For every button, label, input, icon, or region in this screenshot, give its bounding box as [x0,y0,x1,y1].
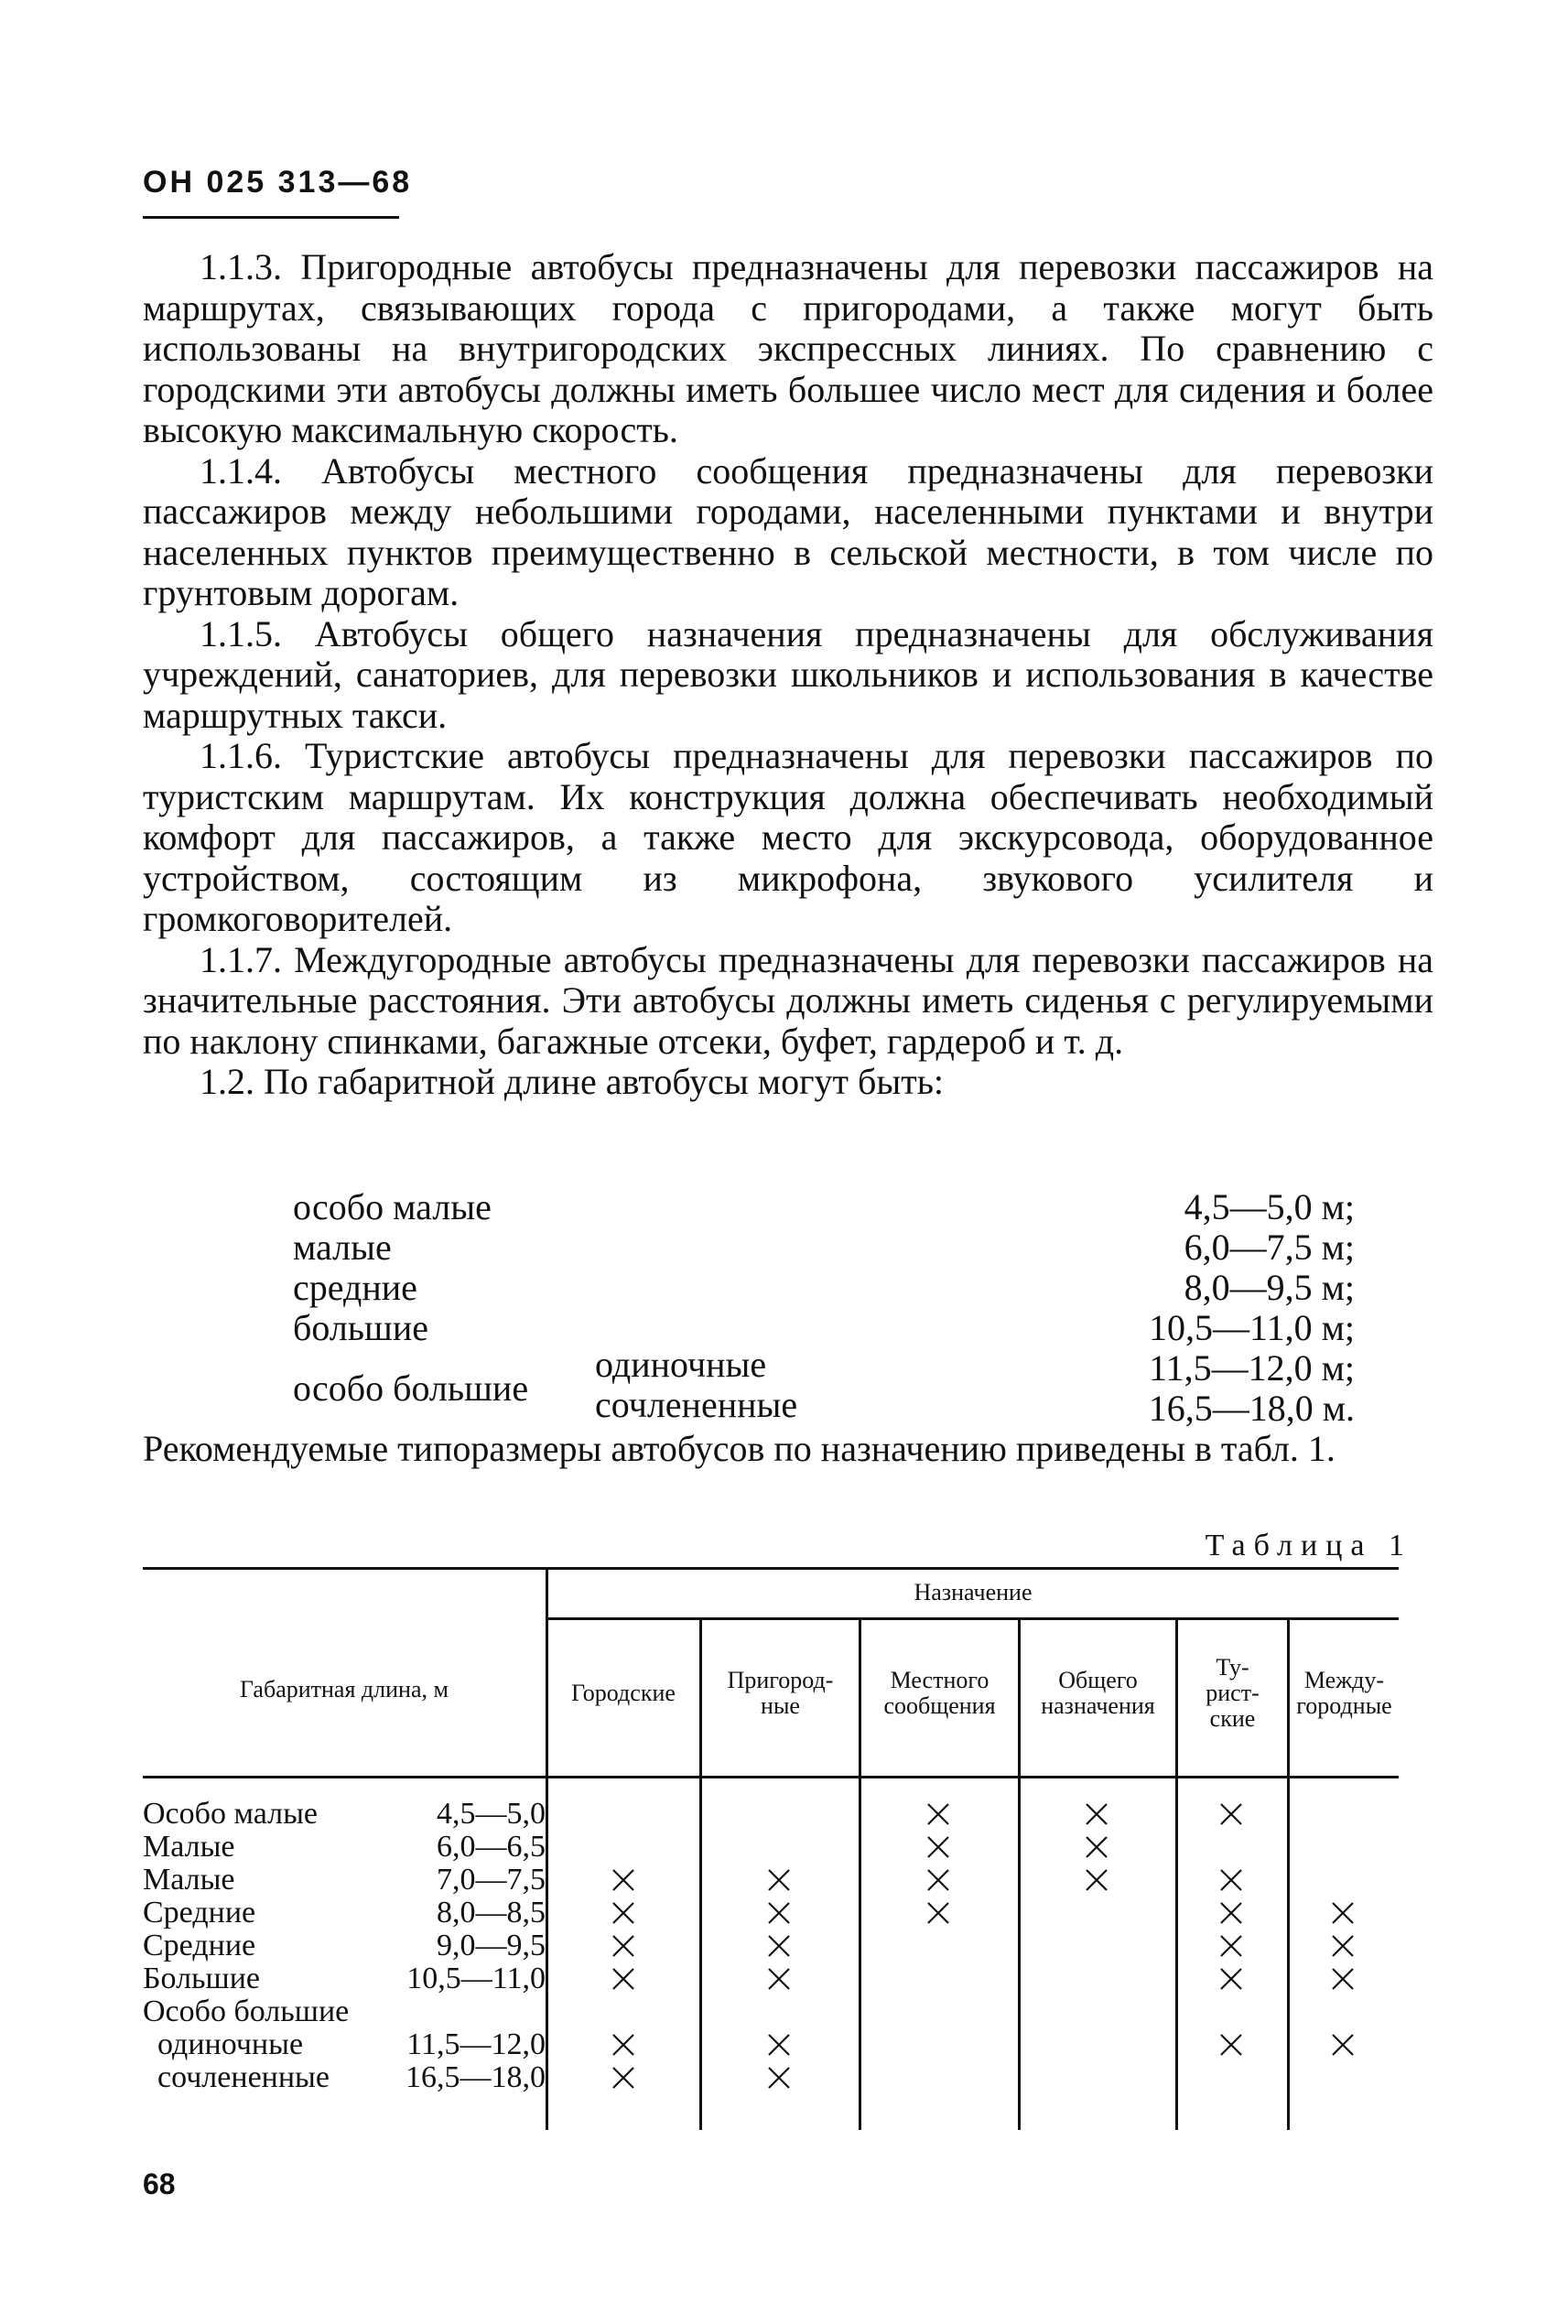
row-name: одиночные [157,2027,304,2061]
cross-mark [1217,1932,1245,1960]
size-sublabel: сочлененные [595,1384,798,1425]
size-value: 8,0—9,5 м; [1184,1267,1355,1308]
size-value: 6,0—7,5 м; [1184,1227,1355,1268]
paragraph-1-1-5: 1.1.5. Автобусы общего назначения предназначены для обслуживания учреждений, санаториев, для перевозки школьников и использования в качестве маршрутных такси. [143,612,1433,736]
cross-mark [765,1965,793,1993]
size-row-single [293,1346,1355,1387]
column-header: Местного сообщения [883,1667,996,1719]
cross-mark [610,1899,637,1927]
table-divider [546,1567,548,2130]
size-value: 11,5—12,0 м; [1149,1347,1355,1389]
cross-mark [610,1932,637,1960]
table-row [143,2061,546,2094]
table-row [143,1897,546,1929]
size-sublabel: одиночные [595,1344,767,1385]
recommend-paragraph: Рекомендуемые типоразмеры автобусов по назначению приведены в табл. 1. [143,1428,1336,1469]
size-label: большие [293,1307,428,1348]
table-header-rule [143,1776,1399,1778]
size-row [293,1185,1355,1226]
paragraph-1-1-6: 1.1.6. Туристские автобусы предназначены для перевозки пассажиров по туристским маршрутам. Их конструкция должна обеспечивать необходимый комфорт для пассажиров, а также место для экскурсовода, оборудованное устройством, состоящим из микрофона, звукового усилителя и громкоговорителей. [143,735,1433,939]
page-number: 68 [143,2167,176,2200]
paragraph-1-2: 1.2. По габаритной длине автобусы могут быть: [200,1061,945,1102]
size-row [293,1266,1355,1306]
paragraph-1-1-3: 1.1.3. Пригородные автобусы предназначены для перевозки пассажиров на маршрутах, связывающих города с пригородами, а также могут быть использованы на внутригородских экспрессных линиях. По сравнению с городскими эти автобусы должны иметь большее число мест для сидения и более высокую максимальную скорость. [143,246,1433,450]
cross-mark [1083,1866,1110,1894]
cross-mark [1329,1899,1357,1927]
table-1 [143,1567,1399,2130]
cross-mark [765,1932,793,1960]
size-value: 10,5—11,0 м; [1149,1307,1355,1348]
size-label: особо большие [293,1367,529,1409]
recommend-text [143,1429,1433,1470]
column-header: Пригород- ные [727,1667,834,1719]
cross-mark [765,1899,793,1927]
cross-mark [610,1965,637,1993]
cross-mark [1083,1833,1110,1861]
column-header: Между- городные [1296,1667,1392,1719]
cross-mark [1217,1866,1245,1894]
body-text [143,247,1433,1103]
row-range: 11,5—12,0 [406,2027,546,2061]
table-row [143,1929,546,1962]
size-label: малые [293,1227,392,1268]
size-row [293,1226,1355,1266]
row-name: Большие [143,1962,261,1995]
table-row [143,1798,546,1831]
column-header: Городские [571,1680,676,1706]
cross-mark [1217,1800,1245,1828]
row-name: сочлененные [157,2060,330,2094]
cross-mark [610,2031,637,2059]
table-row [143,2028,546,2061]
cross-mark [1083,1800,1110,1828]
cross-mark [765,2064,793,2092]
table-row [143,1864,546,1897]
cross-mark [925,1800,952,1828]
cross-mark [1329,2031,1357,2059]
column-header-length: Габаритная длина, м [240,1676,449,1702]
cross-mark [610,1866,637,1894]
size-label: особо малые [293,1186,492,1227]
document-code: ОН 025 313—68 [143,165,413,200]
size-value: 16,5—18,0 м. [1148,1388,1355,1429]
table-group-rule [547,1617,1399,1620]
cross-mark [1217,1965,1245,1993]
size-row-articulated [293,1384,1355,1429]
table-top-rule [143,1567,1399,1570]
cross-mark [925,1899,952,1927]
row-name: Особо большие [143,1994,350,2028]
cross-mark [1329,1932,1357,1960]
row-range: 16,5—18,0 [406,2060,546,2094]
column-header: Ту- рист- ские [1206,1654,1260,1732]
row-name: Средние [143,1896,256,1929]
header-rule [143,216,399,219]
size-label: средние [293,1267,417,1308]
row-range: 10,5—11,0 [406,1962,546,1995]
group-header: Назначение [914,1579,1033,1605]
cross-mark [765,2031,793,2059]
row-name: Средние [143,1929,256,1962]
row-range: 7,0—7,5 [437,1863,546,1897]
table-caption: Таблица 1 [1205,1529,1412,1562]
paragraph-1-1-4: 1.1.4. Автобусы местного сообщения предназначены для перевозки пассажиров между небольшими городами, населенными пунктами и внутри населенных пунктов преимущественно в сельской местности, в том числе по грунтовым дорогам. [143,449,1433,613]
row-range: 4,5—5,0 [437,1797,546,1831]
cross-mark [1329,1965,1357,1993]
cross-mark [1217,2031,1245,2059]
table-row [143,1995,546,2028]
size-row [293,1306,1355,1346]
column-header: Общего назначения [1041,1667,1155,1719]
row-name: Малые [143,1863,235,1897]
cross-mark [925,1833,952,1861]
row-range: 6,0—6,5 [437,1830,546,1864]
table-row [143,1962,546,1995]
size-value: 4,5—5,0 м; [1184,1186,1355,1227]
row-range: 9,0—9,5 [437,1929,546,1962]
row-name: Особо малые [143,1797,319,1831]
cross-mark [610,2064,637,2092]
row-range: 8,0—8,5 [437,1896,546,1929]
row-name: Малые [143,1830,235,1864]
cross-mark [1217,1899,1245,1927]
table-row [143,1831,546,1864]
cross-mark [925,1866,952,1894]
paragraph-1-1-7: 1.1.7. Междугородные автобусы предназначены для перевозки пассажиров на значительные расстояния. Эти автобусы должны иметь сиденья с регулируемыми по наклону спинками, багажные отсеки, буфет, гардероб и т. д. [143,938,1433,1062]
cross-mark [765,1866,793,1894]
